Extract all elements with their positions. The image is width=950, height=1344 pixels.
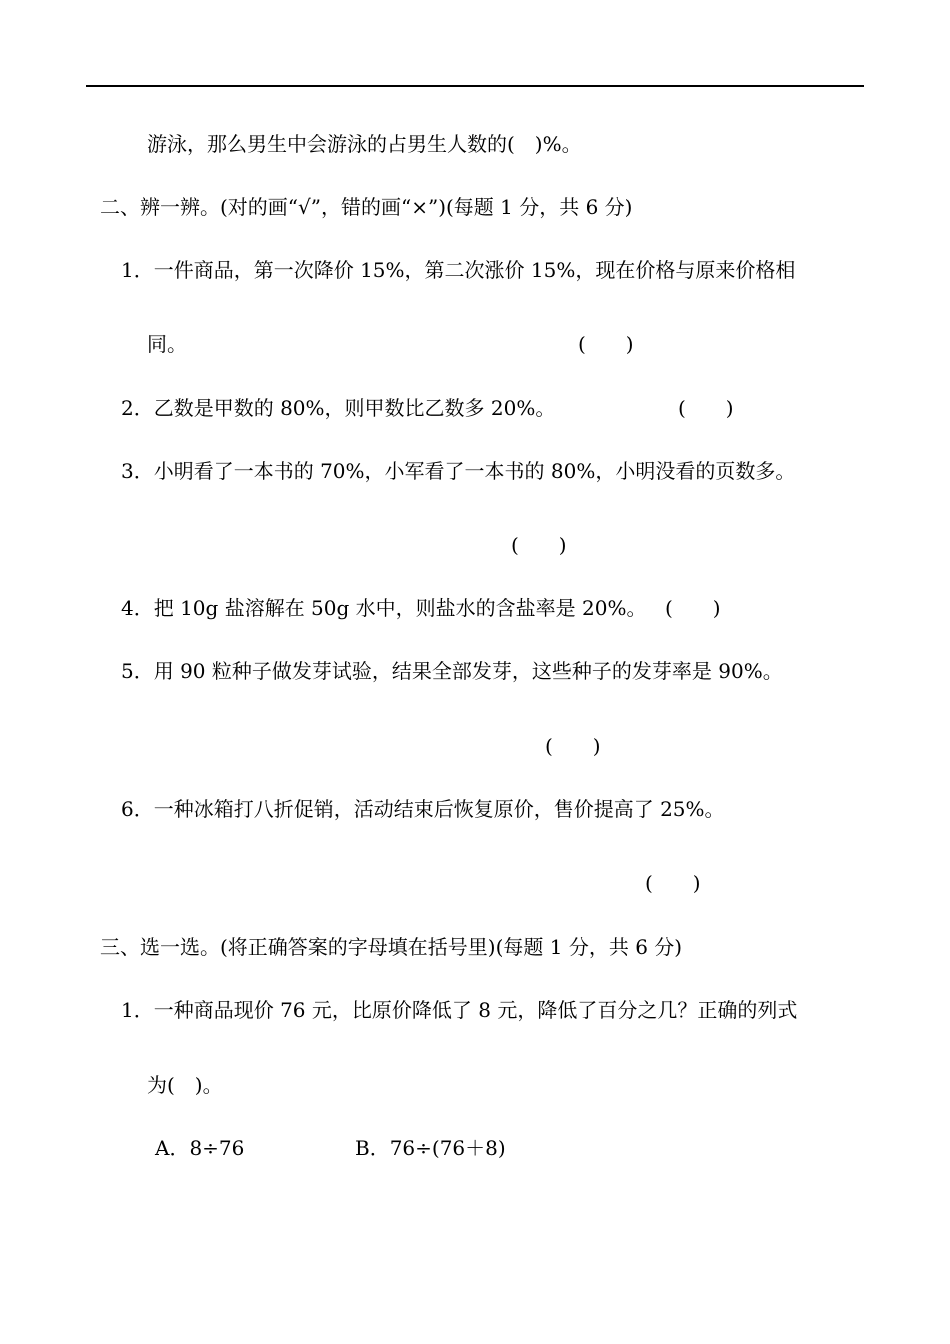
s3-item-1-option-b[interactable]: B．76÷(76＋8) [355,1136,506,1160]
section-2-heading: 二、辨一辨。(对的画“√”，错的画“×”)(每题 1 分，共 6 分) [100,195,633,219]
s2-item-4-line1: 4．把 10g 盐溶解在 50g 水中，则盐水的含盐率是 20%。 [121,596,647,620]
s2-item-6-answer-blank[interactable]: ( ) [645,871,701,895]
s2-item-3-line1: 3．小明看了一本书的 70%，小军看了一本书的 80%，小明没看的页数多。 [121,459,796,483]
s2-item-2-answer-blank[interactable]: ( ) [678,396,734,420]
s3-item-1-line1: 1．一种商品现价 76 元，比原价降低了 8 元，降低了百分之几？正确的列式 [121,998,798,1022]
s2-item-4-answer-blank[interactable]: ( ) [665,596,721,620]
s3-item-1-line2: 为( )。 [147,1073,223,1097]
s2-item-1-line1: 1．一件商品，第一次降价 15%，第二次涨价 15%，现在价格与原来价格相 [121,258,796,282]
s2-item-3-answer-blank[interactable]: ( ) [511,533,567,557]
s2-item-5-line1: 5．用 90 粒种子做发芽试验，结果全部发芽，这些种子的发芽率是 90%。 [121,659,783,683]
s3-item-1-option-a[interactable]: A．8÷76 [155,1136,245,1160]
s2-item-5-answer-blank[interactable]: ( ) [545,734,601,758]
s2-item-2-line1: 2．乙数是甲数的 80%，则甲数比乙数多 20%。 [121,396,556,420]
section-3-heading: 三、选一选。(将正确答案的字母填在括号里)(每题 1 分，共 6 分) [100,935,683,959]
s2-item-1-answer-blank[interactable]: ( ) [578,332,634,356]
continuation-line: 游泳，那么男生中会游泳的占男生人数的( )%。 [147,132,582,156]
s2-item-1-line2: 同。 [147,332,187,356]
header-rule [86,85,864,87]
s2-item-6-line1: 6．一种冰箱打八折促销，活动结束后恢复原价，售价提高了 25%。 [121,797,725,821]
